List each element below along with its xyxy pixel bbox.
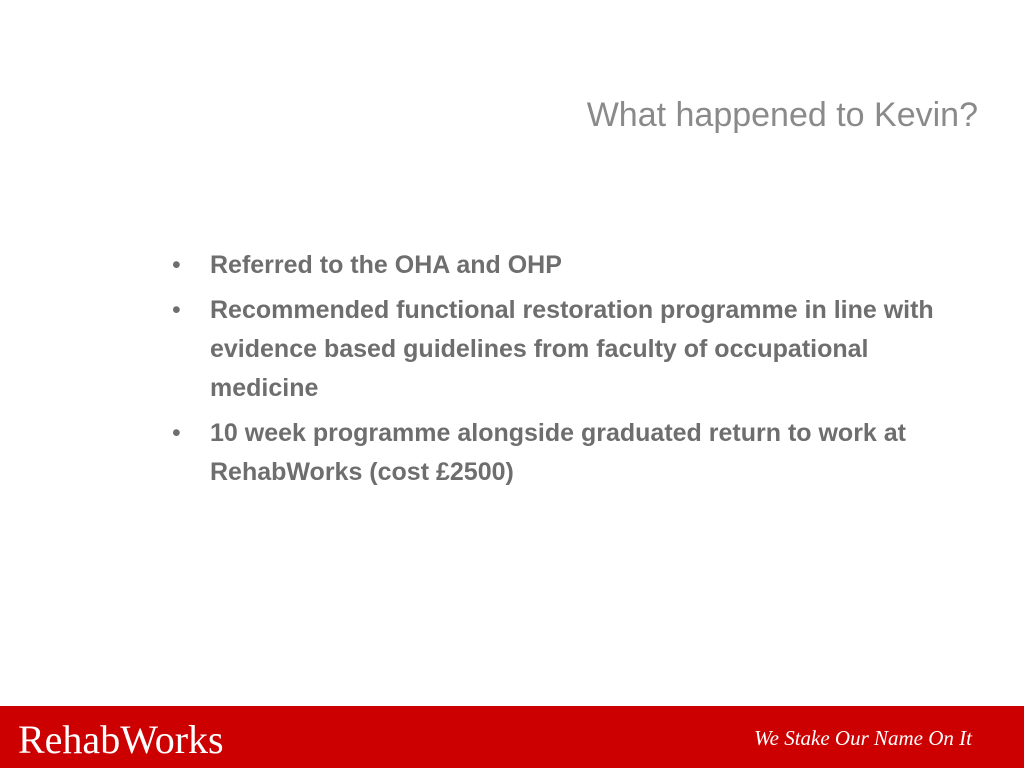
footer-tagline: We Stake Our Name On It [754,726,972,750]
bullet-text: Recommended functional restoration programme in line with evidence based guidelines from faculty of occupational medicine [210,296,934,402]
footer-bar [0,706,1024,768]
bullet-item [170,414,980,492]
bullet-dot-icon: • [172,419,181,447]
bullet-dot-icon: • [172,296,181,324]
slide-title: What happened to Kevin? [586,96,978,134]
bullet-list [170,246,980,498]
bullet-text: 10 week programme alongside graduated return to work at RehabWorks (cost £2500) [210,419,907,486]
footer-brand-logo: RehabWorks [18,717,224,762]
bullet-item [170,246,980,285]
bullet-item [170,291,980,408]
bullet-text: Referred to the OHA and OHP [210,251,562,279]
bullet-dot-icon: • [172,251,181,279]
